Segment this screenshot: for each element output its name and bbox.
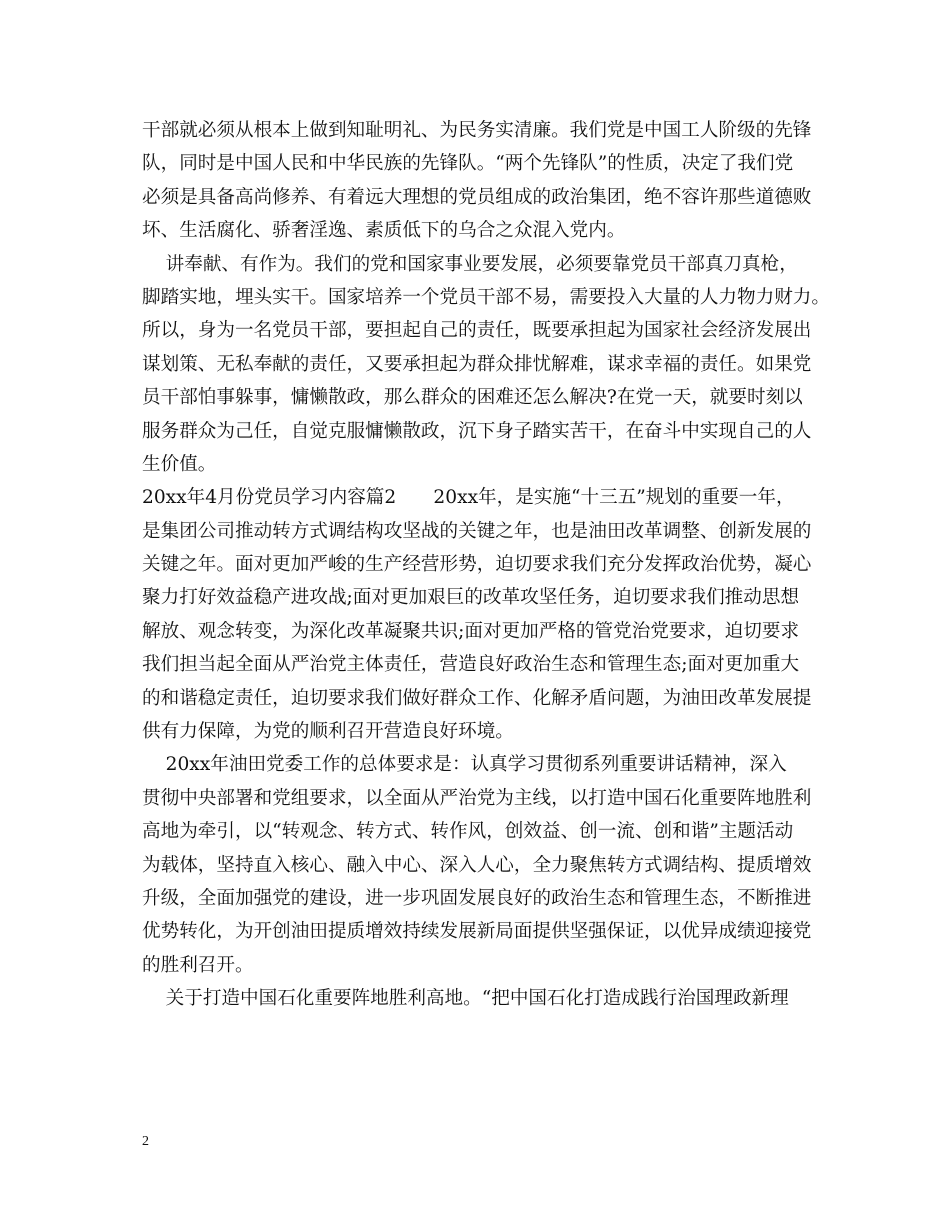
document-body xyxy=(142,114,830,1016)
text-line: 高地为牵引，以“转观念、转方式、转作风，创效益、创一流、创和谐”主题活动 xyxy=(142,821,794,843)
text-line: 是集团公司推动转方式调结构攻坚战的关键之年，也是油田改革调整、创新发展的 xyxy=(142,520,812,542)
text-line: 的胜利召开。 xyxy=(142,954,254,976)
text-line: 员干部怕事躲事，慵懒散政，那么群众的困难还怎么解决?在党一天，就要时刻以 xyxy=(142,387,803,409)
text-line: 所以，身为一名党员干部，要担起自己的责任，既要承担起为国家社会经济发展出 xyxy=(142,320,812,342)
text-line: 优势转化，为开创油田提质增效持续发展新局面提供坚强保证，以优异成绩迎接党 xyxy=(142,921,812,943)
text-line: 升级，全面加强党的建设，进一步巩固发展良好的政治生态和管理生态，不断推进 xyxy=(142,887,812,909)
text-line: 脚踏实地，埋头实干。国家培养一个党员干部不易，需要投入大量的人力物力财力。 xyxy=(142,286,830,308)
text-line: 服务群众为己任，自觉克服慵懒散政，沉下身子踏实苦干，在奋斗中实现自己的人 xyxy=(142,420,812,442)
text-line: 坏、生活腐化、骄奢淫逸、素质低下的乌合之众混入党内。 xyxy=(142,220,626,242)
text-line: 谋划策、无私奉献的责任，又要承担起为群众排忧解难，谋求幸福的责任。如果党 xyxy=(142,353,812,375)
text-line: 我们担当起全面从严治党主体责任，营造良好政治生态和管理生态;面对更加重大 xyxy=(142,654,800,676)
text-line: 讲奉献、有作为。我们的党和国家事业要发展，必须要靠党员干部真刀真枪， xyxy=(142,253,798,275)
text-line: 供有力保障，为党的顺利召开营造良好环境。 xyxy=(142,721,514,743)
text-line: 关键之年。面对更加严峻的生产经营形势，迫切要求我们充分发挥政治优势，凝心 xyxy=(142,554,812,576)
page-number: 2 xyxy=(142,1134,149,1149)
text-line: 为载体，坚持直入核心、融入中心、深入人心，全力聚焦转方式调结构、提质增效 xyxy=(142,854,812,876)
text-line: 生价值。 xyxy=(142,453,217,475)
text-line: 队，同时是中国人民和中华民族的先锋队。“两个先锋队”的性质，决定了我们党 xyxy=(142,153,794,175)
text-line: 20xx年油田党委工作的总体要求是：认真学习贯彻系列重要讲话精神，深入 xyxy=(142,754,787,776)
text-line: 的和谐稳定责任，迫切要求我们做好群众工作、化解矛盾问题，为油田改革发展提 xyxy=(142,687,812,709)
text-line: 贯彻中央部署和党组要求，以全面从严治党为主线，以打造中国石化重要阵地胜利 xyxy=(142,787,812,809)
text-line: 关于打造中国石化重要阵地胜利高地。“把中国石化打造成践行治国理政新理 xyxy=(142,988,789,1010)
text-line: 聚力打好效益稳产进攻战;面对更加艰巨的改革攻坚任务，迫切要求我们推动思想 xyxy=(142,587,800,609)
section-heading-line: 20xx年4月份党员学习内容篇2 20xx年，是实施“十三五”规划的重要一年， xyxy=(142,487,795,509)
text-line: 必须是具备高尚修养、有着远大理想的党员组成的政治集团，绝不容许那些道德败 xyxy=(142,186,812,208)
text-line: 干部就必须从根本上做到知耻明礼、为民务实清廉。我们党是中国工人阶级的先锋 xyxy=(142,120,812,141)
text-line: 解放、观念转变，为深化改革凝聚共识;面对更加严格的管党治党要求，迫切要求 xyxy=(142,620,800,642)
